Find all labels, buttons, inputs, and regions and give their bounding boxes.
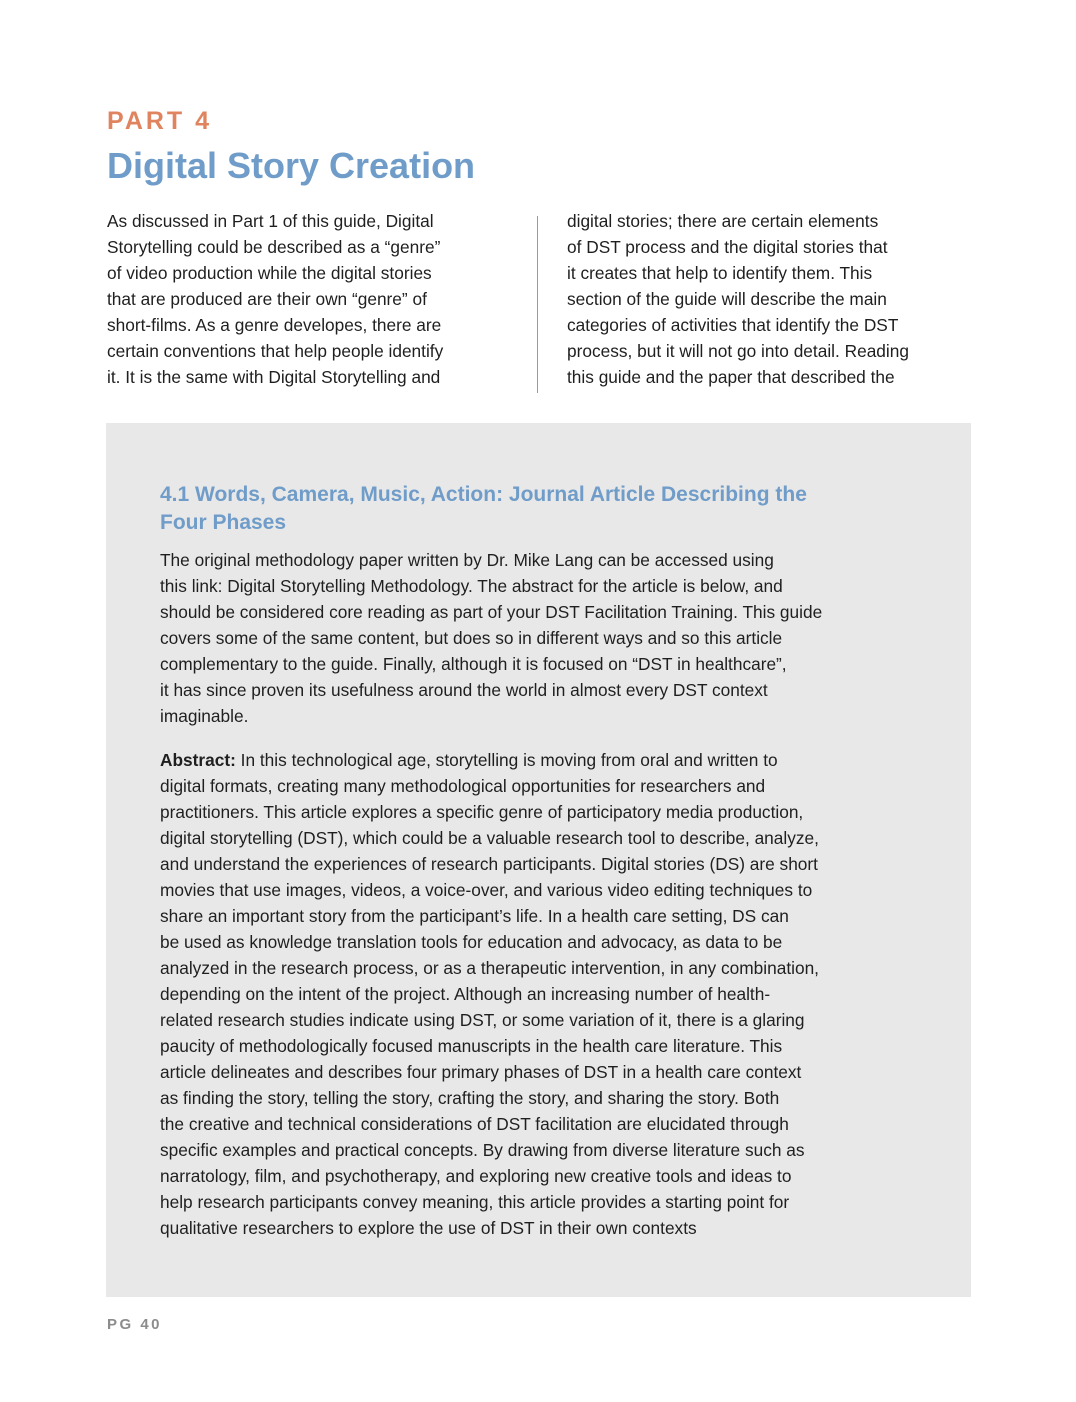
text-line: short-films. As a genre developes, there are [107,315,442,335]
column-divider [537,216,538,393]
text-line: of DST process and the digital stories that [567,237,888,257]
text-line: The original methodology paper written by Dr. Mike Lang can be accessed using [160,550,774,570]
text-line: be used as knowledge translation tools for education and advocacy, as data to be [160,932,783,952]
text-line: depending on the intent of the project. Although an increasing number of health- [160,984,771,1004]
text-line: specific examples and practical concepts. By drawing from diverse literature such as [160,1140,805,1160]
text-line: it. It is the same with Digital Storytelling and [107,367,441,387]
text-line: categories of activities that identify the DST [567,315,899,335]
text-line: certain conventions that help people identify [107,341,444,361]
text-line: process, but it will not go into detail. Reading [567,341,909,361]
section-heading [160,481,920,537]
methodology-paragraph [160,547,930,729]
text-line: section of the guide will describe the main [567,289,887,309]
text-line: Storytelling could be described as a “genre” [107,237,441,257]
intro-paragraph-right [567,208,977,390]
sidebar-box [106,423,971,1297]
text-line: of video production while the digital stories [107,263,432,283]
text-line: analyzed in the research process, or as a therapeutic intervention, in any combination, [160,958,819,978]
text-line: complementary to the guide. Finally, although it is focused on “DST in healthcare”, [160,654,787,674]
text-line: related research studies indicate using DST, or some variation of it, there is a glaring [160,1010,805,1030]
text-line: practitioners. This article explores a specific genre of participatory media production, [160,802,804,822]
part-label: PART 4 [107,107,213,135]
heading-line: Four Phases [160,511,287,534]
heading-line: 4.1 Words, Camera, Music, Action: Journal Article Describing the [160,483,807,506]
text-line: As discussed in Part 1 of this guide, Digital [107,211,434,231]
text-line: the creative and technical considerations of DST facilitation are elucidated through [160,1114,789,1134]
text-line: digital storytelling (DST), which could be a valuable research tool to describe, analyze, [160,828,819,848]
text-line [160,747,930,773]
text-line: it has since proven its usefulness around the world in almost every DST context [160,680,768,700]
page-title: Digital Story Creation [107,145,476,186]
text-line: qualitative researchers to explore the use of DST in their own contexts [160,1218,697,1238]
text-line: and understand the experiences of research participants. Digital stories (DS) are short [160,854,818,874]
text-line: covers some of the same content, but does so in different ways and so this article [160,628,783,648]
text-line: movies that use images, videos, a voice-over, and various video editing techniques to [160,880,813,900]
abstract-paragraph [160,747,930,1241]
text-line: it creates that help to identify them. This [567,263,873,283]
text-line: help research participants convey meaning, this article provides a starting point for [160,1192,790,1212]
text-line: imaginable. [160,706,249,726]
text-line: article delineates and describes four primary phases of DST in a health care context [160,1062,802,1082]
text-line: digital stories; there are certain elements [567,211,879,231]
text-line: paucity of methodologically focused manuscripts in the health care literature. This [160,1036,783,1056]
text-line: narratology, film, and psychotherapy, and exploring new creative tools and ideas to [160,1166,792,1186]
intro-paragraph-left [107,208,517,390]
text-line: should be considered core reading as part of your DST Facilitation Training. This guide [160,602,823,622]
page-number: PG 40 [107,1316,163,1333]
abstract-first-line: In this technological age, storytelling is moving from oral and written to [235,750,778,770]
text-line: share an important story from the participant’s life. In a health care setting, DS can [160,906,789,926]
abstract-label: Abstract: [160,750,236,770]
text-line: this guide and the paper that described the [567,367,895,387]
text-line: as finding the story, telling the story, crafting the story, and sharing the story. Both [160,1088,780,1108]
intro-column-right [567,208,977,390]
text-line: digital formats, creating many methodological opportunities for researchers and [160,776,766,796]
intro-column-left [107,208,517,390]
text-line: that are produced are their own “genre” of [107,289,427,309]
text-line: this link: Digital Storytelling Methodology. The abstract for the article is below, and [160,576,783,596]
